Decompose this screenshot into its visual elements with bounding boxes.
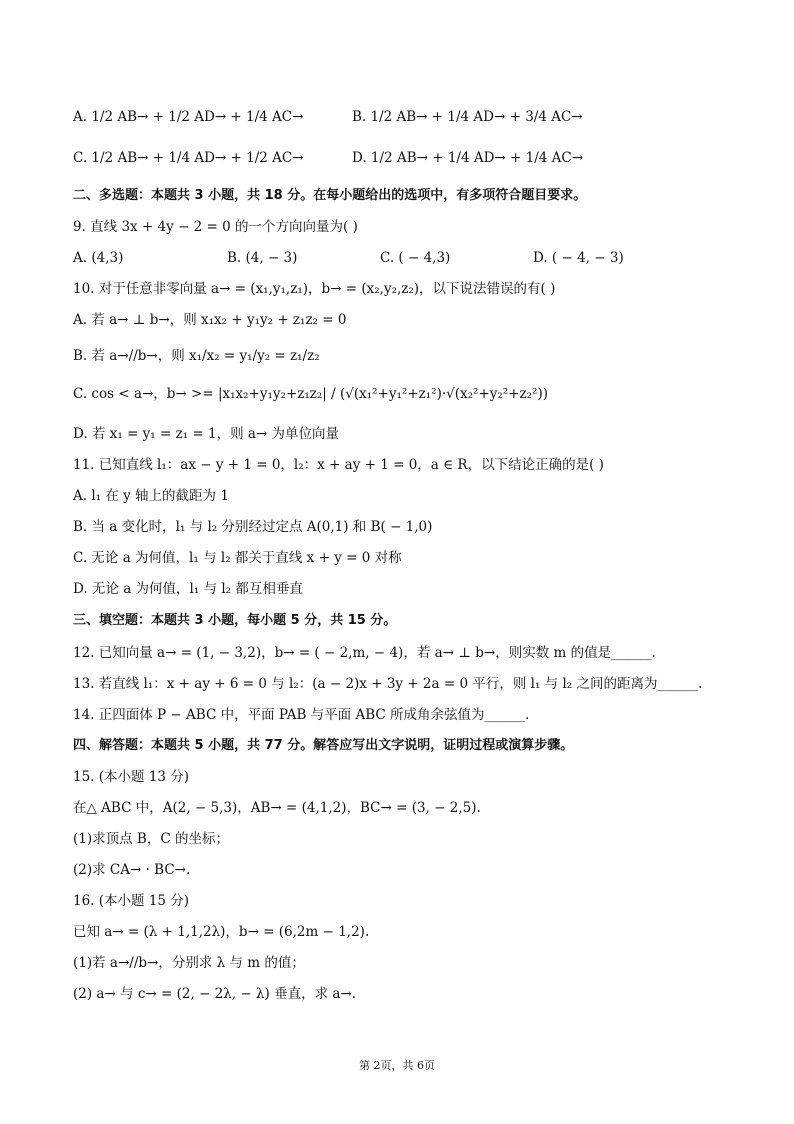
option-9b: B. (4, − 3) [227,250,298,266]
question-16-part-2: (2) a→ 与 c→ = (2, − 2λ, − λ) 垂直，求 a→. [73,986,357,1002]
option-10a: A. 若 a→ ⊥ b→，则 x₁x₂ + y₁y₂ + z₁z₂ = 0 [73,312,347,328]
option-8a: A. 1/2 AB→ + 1/2 AD→ + 1/4 AC→ [73,109,304,125]
option-11c: C. 无论 a 为何值，l₁ 与 l₂ 都关于直线 x + y = 0 对称 [73,550,402,566]
option-8b: B. 1/2 AB→ + 1/4 AD→ + 3/4 AC→ [352,109,583,125]
option-9c: C. ( − 4,3) [380,250,451,266]
section-heading-fill-blank: 三、填空题：本题共 3 小题，每小题 5 分，共 15 分。 [73,613,397,628]
option-8c: C. 1/2 AB→ + 1/4 AD→ + 1/2 AC→ [73,150,304,166]
option-9d: D. ( − 4, − 3) [533,250,624,266]
question-13: 13. 若直线 l₁：x + ay + 6 = 0 与 l₂：(a − 2)x + 3y + 2a = 0 平行，则 l₁ 与 l₂ 之间的距离为______. [73,676,703,692]
section-heading-multi-choice: 二、多选题：本题共 3 小题，共 18 分。在每小题给出的选项中，有多项符合题目要求。 [73,188,587,203]
question-16-header: 16. (本小题 15 分) [73,893,190,909]
question-15-header: 15. (本小题 13 分) [73,769,190,785]
section-heading-answer: 四、解答题：本题共 5 小题，共 77 分。解答应写出文字说明，证明过程或演算步骤。 [73,738,574,753]
question-15-stem: 在△ ABC 中，A(2, − 5,3)，AB→ = (4,1,2)，BC→ = (3, − 2,5). [73,800,481,816]
question-11: 11. 已知直线 l₁：ax − y + 1 = 0，l₂：x + ay + 1 = 0，a ∈ R，以下结论正确的是( ) [73,457,604,473]
option-10d: D. 若 x₁ = y₁ = z₁ = 1，则 a→ 为单位向量 [73,426,340,442]
question-12: 12. 已知向量 a→ = (1, − 3,2)，b→ = ( − 2,m, − 4)，若 a→ ⊥ b→，则实数 m 的值是______. [73,645,656,661]
question-14: 14. 正四面体 P − ABC 中，平面 PAB 与平面 ABC 所成角余弦值为______. [73,707,530,723]
question-16-part-1: (1)若 a→//b→，分别求 λ 与 m 的值； [73,955,305,971]
option-10b: B. 若 a→//b→，则 x₁/x₂ = y₁/y₂ = z₁/z₂ [73,348,320,364]
question-15-part-2: (2)求 CA→ · BC→. [73,862,191,878]
question-16-stem: 已知 a→ = (λ + 1,1,2λ)，b→ = (6,2m − 1,2). [73,924,370,940]
question-10: 10. 对于任意非零向量 a→ = (x₁,y₁,z₁)，b→ = (x₂,y₂,z₂)，以下说法错误的有( ) [73,281,556,297]
option-11a: A. l₁ 在 y 轴上的截距为 1 [73,488,229,504]
option-11b: B. 当 a 变化时，l₁ 与 l₂ 分别经过定点 A(0,1) 和 B( − 1,0) [73,519,433,535]
option-8d: D. 1/2 AB→ + 1/4 AD→ + 1/4 AC→ [352,150,584,166]
option-10c: C. cos < a→，b→ >= |x₁x₂+y₁y₂+z₁z₂| / (√(x₁²+y₁²+z₁²)·√(x₂²+y₂²+z₂²)) [73,386,548,402]
option-11d: D. 无论 a 为何值，l₁ 与 l₂ 都互相垂直 [73,581,303,597]
option-9a: A. (4,3) [73,250,124,266]
question-9: 9. 直线 3x + 4y − 2 = 0 的一个方向向量为( ) [73,219,358,235]
question-15-part-1: (1)求顶点 B，C 的坐标； [73,831,229,847]
page-footer: 第 2页，共 6页 [359,1059,435,1072]
